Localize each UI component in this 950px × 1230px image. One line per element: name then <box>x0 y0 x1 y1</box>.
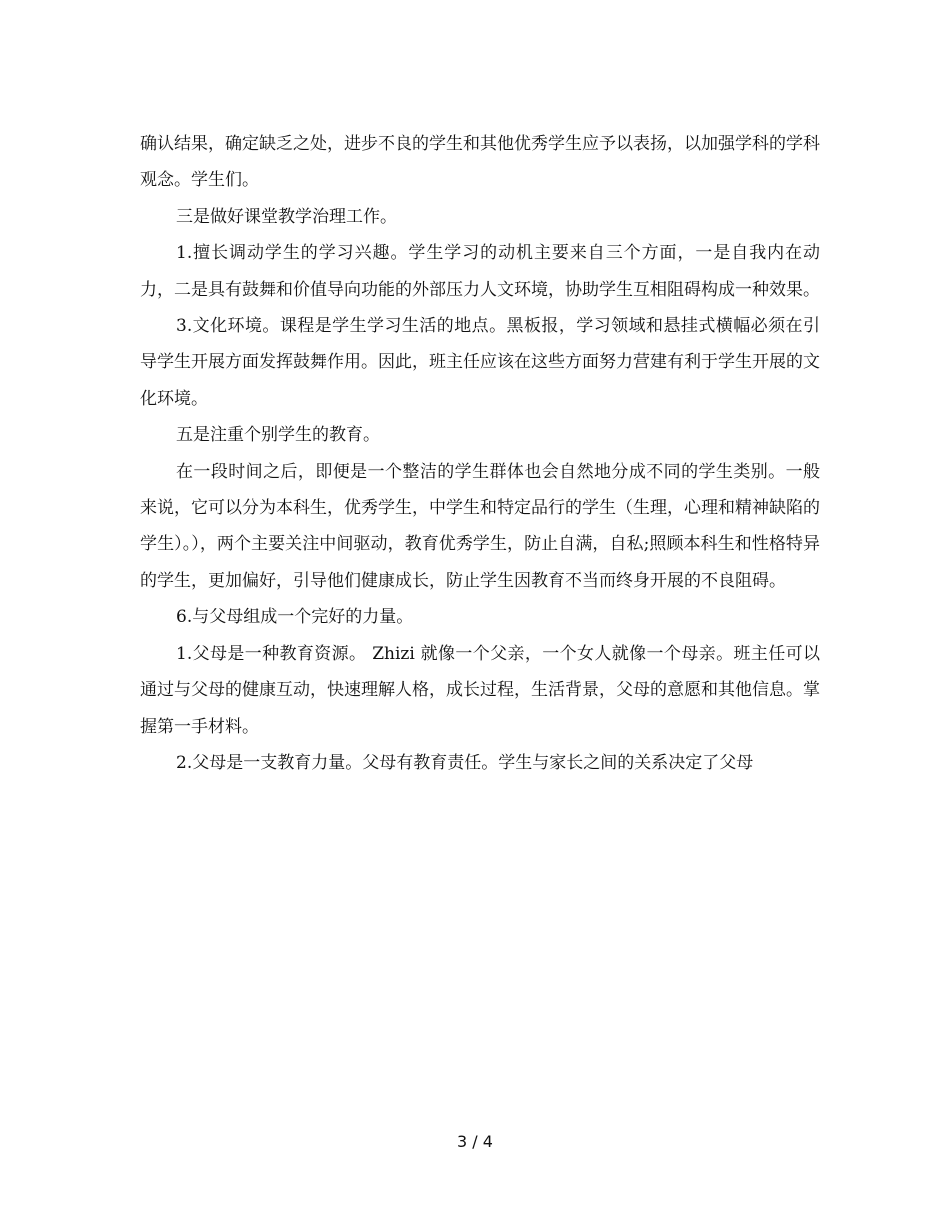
section-heading: 6.与父母组成一个完好的力量。 <box>176 607 414 628</box>
section-heading: 三是做好课堂教学治理工作。 <box>176 206 397 227</box>
section-heading: 五是注重个别学生的教育。 <box>176 425 380 446</box>
paragraph: 在一段时间之后，即便是一个整洁的学生群体也会自然地分成不同的学生类别。一般来说，它可以分为本科生，优秀学生，中学生和特定品行的学生（生理，心理和精神缺陷的学生）。），两个主要关注中间驱动，教育优秀学生，防止自满，自私;照顾本科生和性格特异的学生，更加偏好，引导他们健康成长，防止学生因教育不当而终身开展的不良阻碍。 <box>140 461 820 591</box>
paragraph: 1.父母是一种教育资源。 Zhizi 就像一个父亲，一个女人就像一个母亲。班主任可以通过与父母的健康互动，快速理解人格，成长过程，生活背景，父母的意愿和其他信息。掌握第一手材料。 <box>140 643 820 737</box>
paragraph: 确认结果，确定缺乏之处，进步不良的学生和其他优秀学生应予以表扬，以加强学科的学科观念。学生们。 <box>140 134 820 191</box>
paragraph: 1.擅长调动学生的学习兴趣。学生学习的动机主要来自三个方面，一是自我内在动力，二是具有鼓舞和价值导向功能的外部压力人文环境，协助学生互相阻碍构成一种效果。 <box>140 243 820 300</box>
paragraph: 2.父母是一支教育力量。父母有教育责任。学生与家长之间的关系决定了父母 <box>176 752 754 773</box>
paragraph: 3.文化环境。课程是学生学习生活的地点。黑板报，学习领域和悬挂式横幅必须在引导学生开展方面发挥鼓舞作用。因此，班主任应该在这些方面努力营建有利于学生开展的文化环境。 <box>140 316 820 409</box>
page-number: 3 / 4 <box>457 1132 493 1151</box>
body-text <box>140 126 820 781</box>
